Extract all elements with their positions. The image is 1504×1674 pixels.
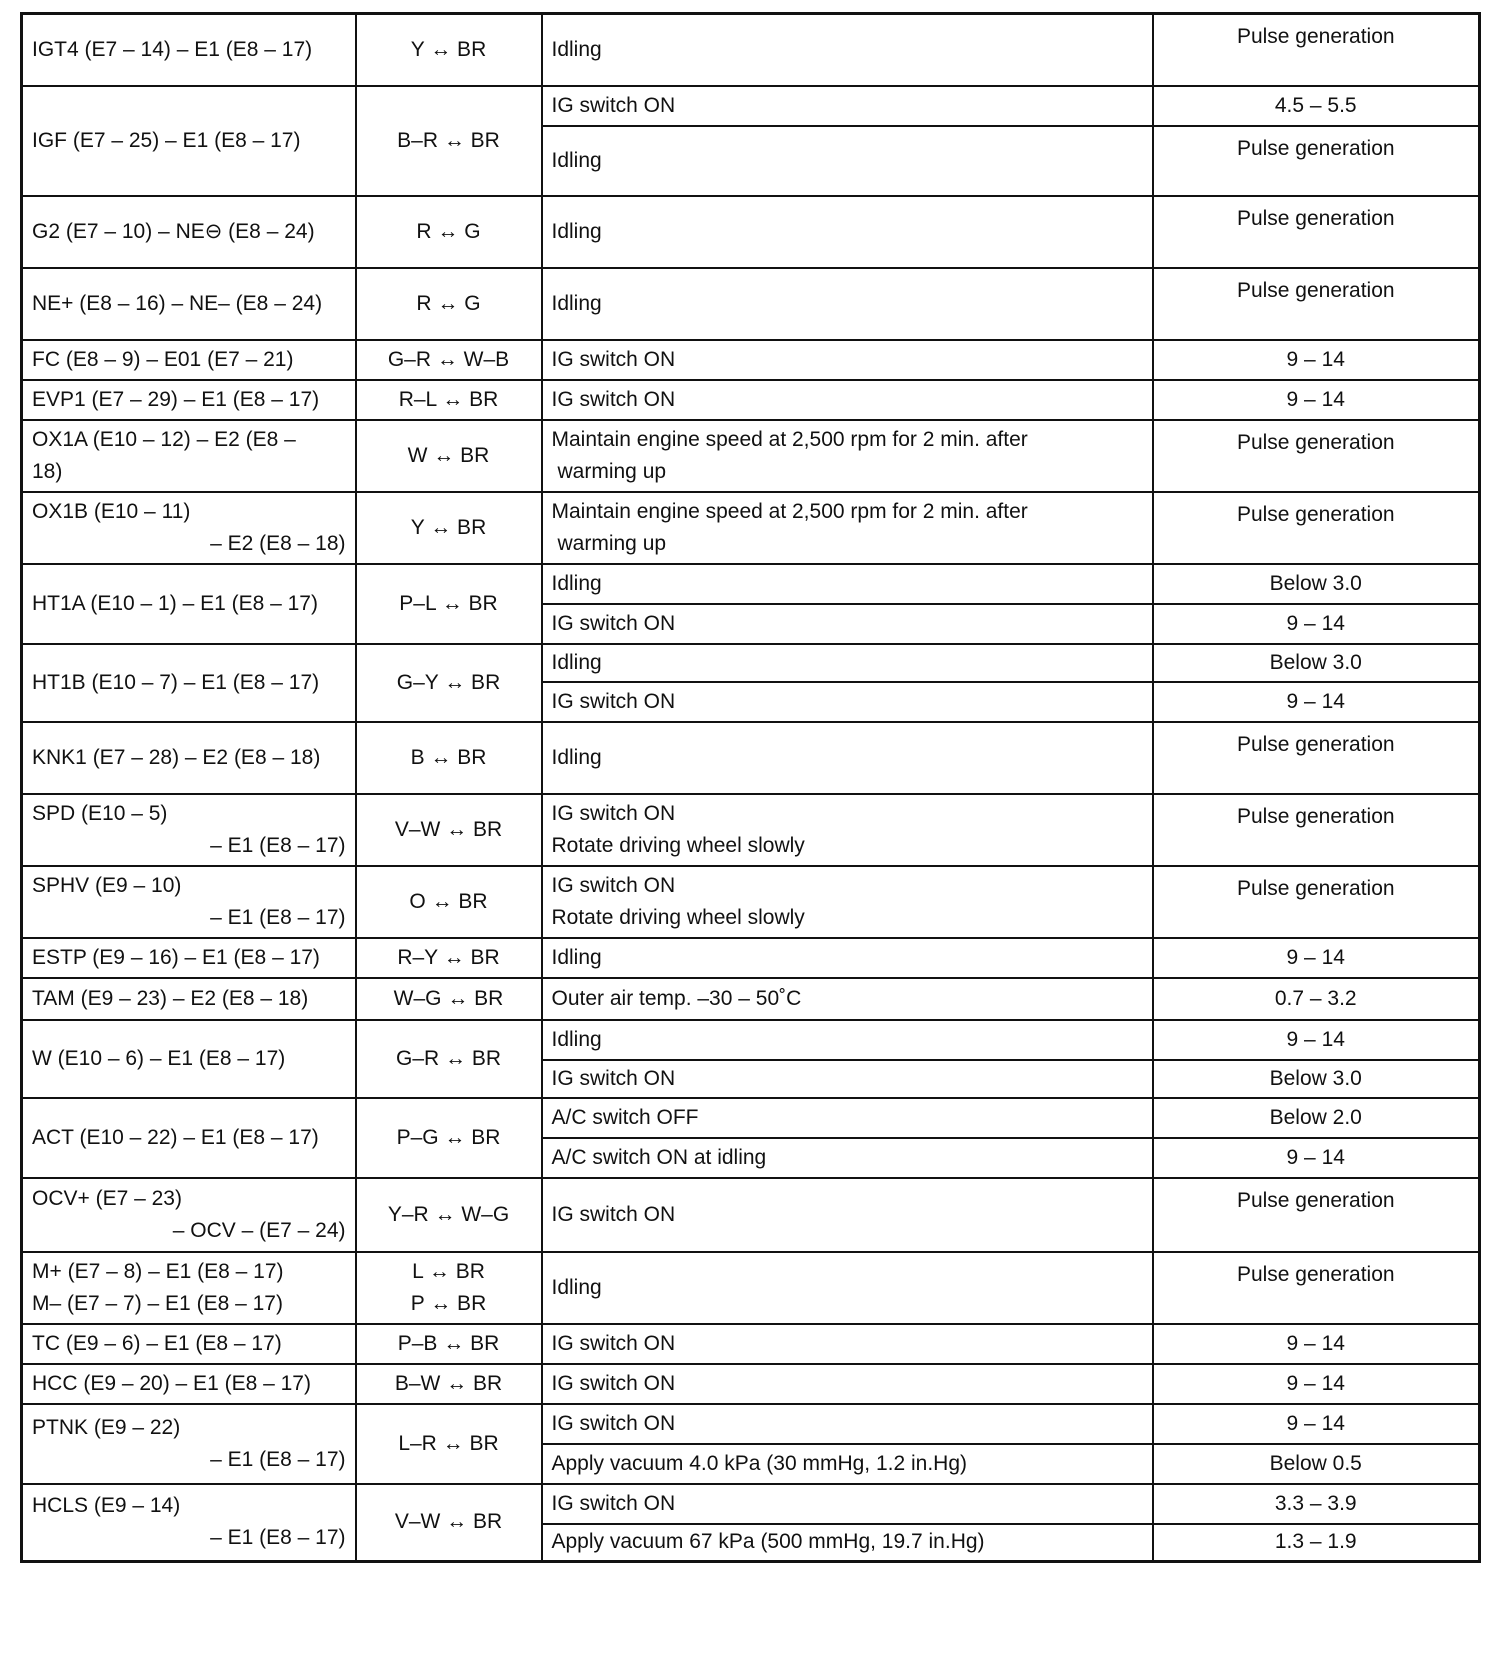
specified-condition-cell	[1153, 268, 1480, 340]
specified-condition-cell	[1153, 722, 1480, 794]
condition-text: IG switch ON	[551, 93, 676, 117]
terminal-cell	[22, 1178, 356, 1252]
specified-condition-cell	[1153, 380, 1480, 420]
specified-condition-cell	[1153, 604, 1480, 644]
condition-cell	[542, 1404, 1153, 1444]
terminal-cell	[22, 340, 356, 380]
table-row	[22, 794, 1480, 866]
specified-condition-cell	[1153, 1098, 1480, 1138]
wiring-color-cell	[356, 1404, 542, 1484]
wiring-color-text: Y ↔ BR	[410, 515, 487, 539]
condition-text: IG switch ON	[551, 387, 676, 411]
condition-cell	[542, 196, 1153, 268]
terminal-text: IGT4 (E7 – 14) – E1 (E8 – 17)	[32, 37, 313, 61]
specified-condition-text: Pulse generation	[1236, 876, 1395, 900]
condition-text: Maintain engine speed at 2,500 rpm for 2 min. after	[551, 427, 1028, 451]
specified-condition-cell	[1153, 1484, 1480, 1524]
condition-cell	[542, 1060, 1153, 1098]
specified-condition-cell	[1153, 492, 1480, 564]
condition-text: Apply vacuum 4.0 kPa (30 mmHg, 1.2 in.Hg)	[551, 1451, 968, 1475]
wiring-color-cell	[356, 380, 542, 420]
condition-text: IG switch ON	[551, 1411, 676, 1435]
table-row	[22, 1252, 1480, 1324]
wiring-color-text: B–R ↔ BR	[397, 128, 500, 152]
wiring-color-text: R–Y ↔ BR	[397, 945, 500, 969]
wiring-color-cell	[356, 1484, 542, 1562]
specified-condition-text: Below 3.0	[1269, 1066, 1362, 1090]
terminal-text: PTNK (E9 – 22)	[32, 1415, 181, 1439]
condition-text: IG switch ON	[551, 1371, 676, 1395]
table-row	[22, 1020, 1480, 1060]
table-row	[22, 492, 1480, 564]
wiring-color-text: G–R ↔ BR	[395, 1046, 502, 1070]
wiring-color-cell	[356, 564, 542, 644]
condition-text: IG switch ON	[551, 1331, 676, 1355]
condition-text: Apply vacuum 67 kPa (500 mmHg, 19.7 in.Hg)	[551, 1530, 985, 1554]
specified-condition-text: Pulse generation	[1236, 278, 1395, 302]
condition-text: IG switch ON	[551, 1491, 676, 1515]
specified-condition-text: Pulse generation	[1236, 732, 1395, 756]
specified-condition-text: Pulse generation	[1236, 502, 1395, 526]
table-row	[22, 866, 1480, 938]
terminal-text: SPD (E10 – 5)	[32, 801, 168, 825]
condition-text: Idling	[551, 1275, 602, 1299]
condition-cell	[542, 1524, 1153, 1562]
terminal-cell	[22, 86, 356, 196]
wiring-color-cell	[356, 644, 542, 722]
table-row	[22, 86, 1480, 126]
wiring-color-cell	[356, 268, 542, 340]
condition-text: IG switch ON	[551, 611, 676, 635]
wiring-color-text: G–R ↔ W–B	[387, 347, 510, 371]
specified-condition-text: 9 – 14	[1286, 347, 1345, 371]
condition-text: warming up	[557, 459, 667, 483]
table-row	[22, 268, 1480, 340]
terminal-text: G2 (E7 – 10) – NE⊖ (E8 – 24)	[32, 219, 315, 243]
terminal-text: EVP1 (E7 – 29) – E1 (E8 – 17)	[32, 387, 320, 411]
terminal-text: – E1 (E8 – 17)	[210, 905, 346, 929]
terminal-cell	[22, 978, 356, 1020]
wiring-color-cell	[356, 794, 542, 866]
wiring-color-cell	[356, 1324, 542, 1364]
terminal-text: – OCV – (E7 – 24)	[172, 1218, 346, 1242]
wiring-color-text: W–G ↔ BR	[393, 986, 504, 1010]
table-row	[22, 722, 1480, 794]
condition-text: Maintain engine speed at 2,500 rpm for 2 min. after	[551, 499, 1028, 523]
condition-cell	[542, 1020, 1153, 1060]
terminal-text: HCC (E9 – 20) – E1 (E8 – 17)	[32, 1371, 311, 1395]
terminal-text: FC (E8 – 9) – E01 (E7 – 21)	[32, 347, 294, 371]
table-row	[22, 1364, 1480, 1404]
wiring-color-text: L–R ↔ BR	[398, 1431, 499, 1455]
terminal-text: TC (E9 – 6) – E1 (E8 – 17)	[32, 1331, 282, 1355]
wiring-color-cell	[356, 938, 542, 978]
condition-text: warming up	[557, 531, 667, 555]
condition-cell	[542, 1138, 1153, 1178]
specified-condition-cell	[1153, 1524, 1480, 1562]
specified-condition-text: 9 – 14	[1286, 1331, 1345, 1355]
condition-cell	[542, 564, 1153, 604]
terminal-text: – E1 (E8 – 17)	[210, 833, 346, 857]
table-row	[22, 1324, 1480, 1364]
condition-text: Idling	[551, 37, 602, 61]
wiring-color-cell	[356, 722, 542, 794]
terminal-text: – E2 (E8 – 18)	[210, 531, 346, 555]
terminal-text: SPHV (E9 – 10)	[32, 873, 182, 897]
condition-cell	[542, 1324, 1153, 1364]
condition-text: IG switch ON	[551, 873, 676, 897]
specified-condition-text: 0.7 – 3.2	[1274, 986, 1357, 1010]
wiring-color-cell	[356, 492, 542, 564]
condition-cell	[542, 604, 1153, 644]
terminal-text: IGF (E7 – 25) – E1 (E8 – 17)	[32, 128, 301, 152]
terminal-text: HCLS (E9 – 14)	[32, 1494, 181, 1518]
specified-condition-cell	[1153, 978, 1480, 1020]
wiring-color-cell	[356, 14, 542, 86]
condition-cell	[542, 722, 1153, 794]
terminal-cell	[22, 1020, 356, 1098]
table-row	[22, 380, 1480, 420]
specified-condition-cell	[1153, 866, 1480, 938]
condition-cell	[542, 938, 1153, 978]
condition-cell	[542, 420, 1153, 492]
specified-condition-text: Below 2.0	[1269, 1105, 1362, 1129]
wiring-color-text: V–W ↔ BR	[394, 817, 503, 841]
terminal-cell	[22, 938, 356, 978]
wiring-color-cell	[356, 86, 542, 196]
terminal-cell	[22, 380, 356, 420]
specified-condition-text: 9 – 14	[1286, 611, 1345, 635]
terminal-text: OCV+ (E7 – 23)	[32, 1186, 182, 1210]
specified-condition-text: 3.3 – 3.9	[1274, 1491, 1357, 1515]
terminal-cell	[22, 196, 356, 268]
terminal-text: TAM (E9 – 23) – E2 (E8 – 18)	[32, 986, 309, 1010]
specified-condition-cell	[1153, 1364, 1480, 1404]
condition-text: A/C switch ON at idling	[551, 1145, 767, 1169]
specified-condition-text: Pulse generation	[1236, 206, 1395, 230]
specified-condition-cell	[1153, 86, 1480, 126]
wiring-color-text: P–L ↔ BR	[399, 591, 498, 615]
specified-condition-text: 9 – 14	[1286, 387, 1345, 411]
table-row	[22, 644, 1480, 682]
wiring-color-text: G–Y ↔ BR	[396, 670, 501, 694]
specified-condition-cell	[1153, 1020, 1480, 1060]
specified-condition-text: Below 0.5	[1269, 1451, 1362, 1475]
condition-cell	[542, 682, 1153, 722]
terminal-text: – E1 (E8 – 17)	[210, 1526, 346, 1550]
wiring-color-text: B ↔ BR	[410, 745, 487, 769]
terminal-cell	[22, 644, 356, 722]
terminal-text: KNK1 (E7 – 28) – E2 (E8 – 18)	[32, 745, 321, 769]
table-row	[22, 340, 1480, 380]
table-row	[22, 1404, 1480, 1444]
condition-text: Rotate driving wheel slowly	[551, 905, 805, 929]
condition-cell	[542, 14, 1153, 86]
table-row	[22, 564, 1480, 604]
terminal-cell	[22, 1364, 356, 1404]
specified-condition-text: Pulse generation	[1236, 1262, 1395, 1286]
specified-condition-text: 9 – 14	[1286, 1371, 1345, 1395]
terminal-cell	[22, 1484, 356, 1562]
condition-cell	[542, 794, 1153, 866]
wiring-color-text: Y ↔ BR	[410, 37, 487, 61]
specified-condition-text: Pulse generation	[1236, 136, 1395, 160]
terminal-cell	[22, 420, 356, 492]
condition-cell	[542, 492, 1153, 564]
condition-text: IG switch ON	[551, 347, 676, 371]
condition-cell	[542, 866, 1153, 938]
condition-text: Idling	[551, 1027, 602, 1051]
table-row	[22, 938, 1480, 978]
terminal-cell	[22, 1324, 356, 1364]
terminal-text: M– (E7 – 7) – E1 (E8 – 17)	[32, 1291, 283, 1315]
condition-text: Idling	[551, 571, 602, 595]
specified-condition-cell	[1153, 420, 1480, 492]
terminal-text: – E1 (E8 – 17)	[210, 1447, 346, 1471]
wiring-color-cell	[356, 866, 542, 938]
specified-condition-text: Pulse generation	[1236, 25, 1395, 48]
specified-condition-cell	[1153, 564, 1480, 604]
wiring-color-text: O ↔ BR	[409, 889, 488, 913]
condition-cell	[542, 978, 1153, 1020]
condition-cell	[542, 1484, 1153, 1524]
specified-condition-text: 9 – 14	[1286, 1145, 1345, 1169]
wiring-color-text: R ↔ G	[416, 291, 481, 315]
terminal-text: OX1B (E10 – 11)	[32, 499, 191, 523]
terminal-text: ACT (E10 – 22) – E1 (E8 – 17)	[32, 1125, 319, 1149]
condition-text: Idling	[551, 291, 602, 315]
wiring-color-cell	[356, 196, 542, 268]
wiring-color-text: R–L ↔ BR	[398, 387, 499, 411]
specified-condition-cell	[1153, 1060, 1480, 1098]
specified-condition-cell	[1153, 682, 1480, 722]
specified-condition-cell	[1153, 1324, 1480, 1364]
wiring-color-text: Y–R ↔ W–G	[387, 1202, 510, 1226]
condition-cell	[542, 268, 1153, 340]
terminal-cell	[22, 14, 356, 86]
specified-condition-text: 1.3 – 1.9	[1274, 1530, 1357, 1554]
specified-condition-text: Below 3.0	[1269, 571, 1362, 595]
condition-cell	[542, 86, 1153, 126]
wiring-color-text: W ↔ BR	[407, 443, 490, 467]
terminal-text: HT1B (E10 – 7) – E1 (E8 – 17)	[32, 670, 320, 694]
terminal-text: NE+ (E8 – 16) – NE– (E8 – 24)	[32, 291, 323, 315]
terminal-cell	[22, 1404, 356, 1484]
specified-condition-cell	[1153, 1404, 1480, 1444]
terminal-text: ESTP (E9 – 16) – E1 (E8 – 17)	[32, 945, 320, 969]
wiring-color-cell	[356, 420, 542, 492]
condition-cell	[542, 1252, 1153, 1324]
inspection-table-sheet	[20, 12, 1481, 1563]
wiring-color-text: P–G ↔ BR	[396, 1125, 501, 1149]
condition-text: Idling	[551, 945, 602, 969]
condition-text: Rotate driving wheel slowly	[551, 833, 805, 857]
specified-condition-text: Pulse generation	[1236, 430, 1395, 454]
wiring-color-text: R ↔ G	[416, 219, 481, 243]
terminal-cell	[22, 1252, 356, 1324]
terminal-text: M+ (E7 – 8) – E1 (E8 – 17)	[32, 1259, 284, 1283]
terminal-text: OX1A (E10 – 12) – E2 (E8 –	[32, 427, 296, 451]
table-row	[22, 1098, 1480, 1138]
specified-condition-text: 9 – 14	[1286, 1027, 1345, 1051]
wiring-color-text: P–B ↔ BR	[397, 1331, 500, 1355]
terminal-text: HT1A (E10 – 1) – E1 (E8 – 17)	[32, 591, 318, 615]
specified-condition-cell	[1153, 340, 1480, 380]
specified-condition-cell	[1153, 644, 1480, 682]
wiring-color-text: L ↔ BR	[412, 1259, 485, 1283]
specified-condition-cell	[1153, 1444, 1480, 1484]
condition-text: IG switch ON	[551, 1066, 676, 1090]
condition-cell	[542, 126, 1153, 196]
condition-cell	[542, 380, 1153, 420]
terminal-cell	[22, 1098, 356, 1178]
terminal-inspection-table	[20, 12, 1481, 1563]
wiring-color-cell	[356, 1252, 542, 1324]
specified-condition-cell	[1153, 1252, 1480, 1324]
specified-condition-cell	[1153, 794, 1480, 866]
wiring-color-text: B–W ↔ BR	[394, 1371, 503, 1395]
condition-cell	[542, 340, 1153, 380]
condition-text: IG switch ON	[551, 801, 676, 825]
wiring-color-text: P ↔ BR	[410, 1291, 487, 1315]
condition-cell	[542, 1098, 1153, 1138]
condition-text: Idling	[551, 148, 602, 172]
specified-condition-cell	[1153, 14, 1480, 86]
specified-condition-cell	[1153, 1138, 1480, 1178]
terminal-cell	[22, 722, 356, 794]
specified-condition-text: Pulse generation	[1236, 1188, 1395, 1212]
specified-condition-cell	[1153, 1178, 1480, 1252]
table-row	[22, 196, 1480, 268]
condition-text: Idling	[551, 650, 602, 674]
table-row	[22, 978, 1480, 1020]
wiring-color-cell	[356, 978, 542, 1020]
condition-cell	[542, 1444, 1153, 1484]
specified-condition-text: 9 – 14	[1286, 1411, 1345, 1435]
wiring-color-text: V–W ↔ BR	[394, 1510, 503, 1534]
table-row	[22, 1178, 1480, 1252]
wiring-color-cell	[356, 340, 542, 380]
table-row	[22, 420, 1480, 492]
table-body	[22, 14, 1480, 1562]
terminal-cell	[22, 564, 356, 644]
terminal-cell	[22, 866, 356, 938]
condition-text: Outer air temp. –30 – 50˚C	[551, 986, 802, 1010]
wiring-color-cell	[356, 1364, 542, 1404]
condition-cell	[542, 644, 1153, 682]
specified-condition-cell	[1153, 196, 1480, 268]
condition-text: IG switch ON	[551, 689, 676, 713]
wiring-color-cell	[356, 1020, 542, 1098]
terminal-cell	[22, 268, 356, 340]
specified-condition-cell	[1153, 126, 1480, 196]
table-row	[22, 14, 1480, 86]
condition-cell	[542, 1364, 1153, 1404]
terminal-text: 18)	[32, 459, 63, 483]
specified-condition-text: 9 – 14	[1286, 689, 1345, 713]
condition-text: Idling	[551, 219, 602, 243]
wiring-color-cell	[356, 1178, 542, 1252]
specified-condition-text: Below 3.0	[1269, 650, 1362, 674]
terminal-cell	[22, 794, 356, 866]
terminal-text: W (E10 – 6) – E1 (E8 – 17)	[32, 1046, 286, 1070]
condition-text: A/C switch OFF	[551, 1105, 699, 1129]
condition-cell	[542, 1178, 1153, 1252]
condition-text: IG switch ON	[551, 1202, 676, 1226]
specified-condition-text: Pulse generation	[1236, 804, 1395, 828]
specified-condition-text: 4.5 – 5.5	[1274, 93, 1357, 117]
table-row	[22, 1484, 1480, 1524]
condition-text: Idling	[551, 745, 602, 769]
specified-condition-cell	[1153, 938, 1480, 978]
terminal-cell	[22, 492, 356, 564]
specified-condition-text: 9 – 14	[1286, 945, 1345, 969]
wiring-color-cell	[356, 1098, 542, 1178]
